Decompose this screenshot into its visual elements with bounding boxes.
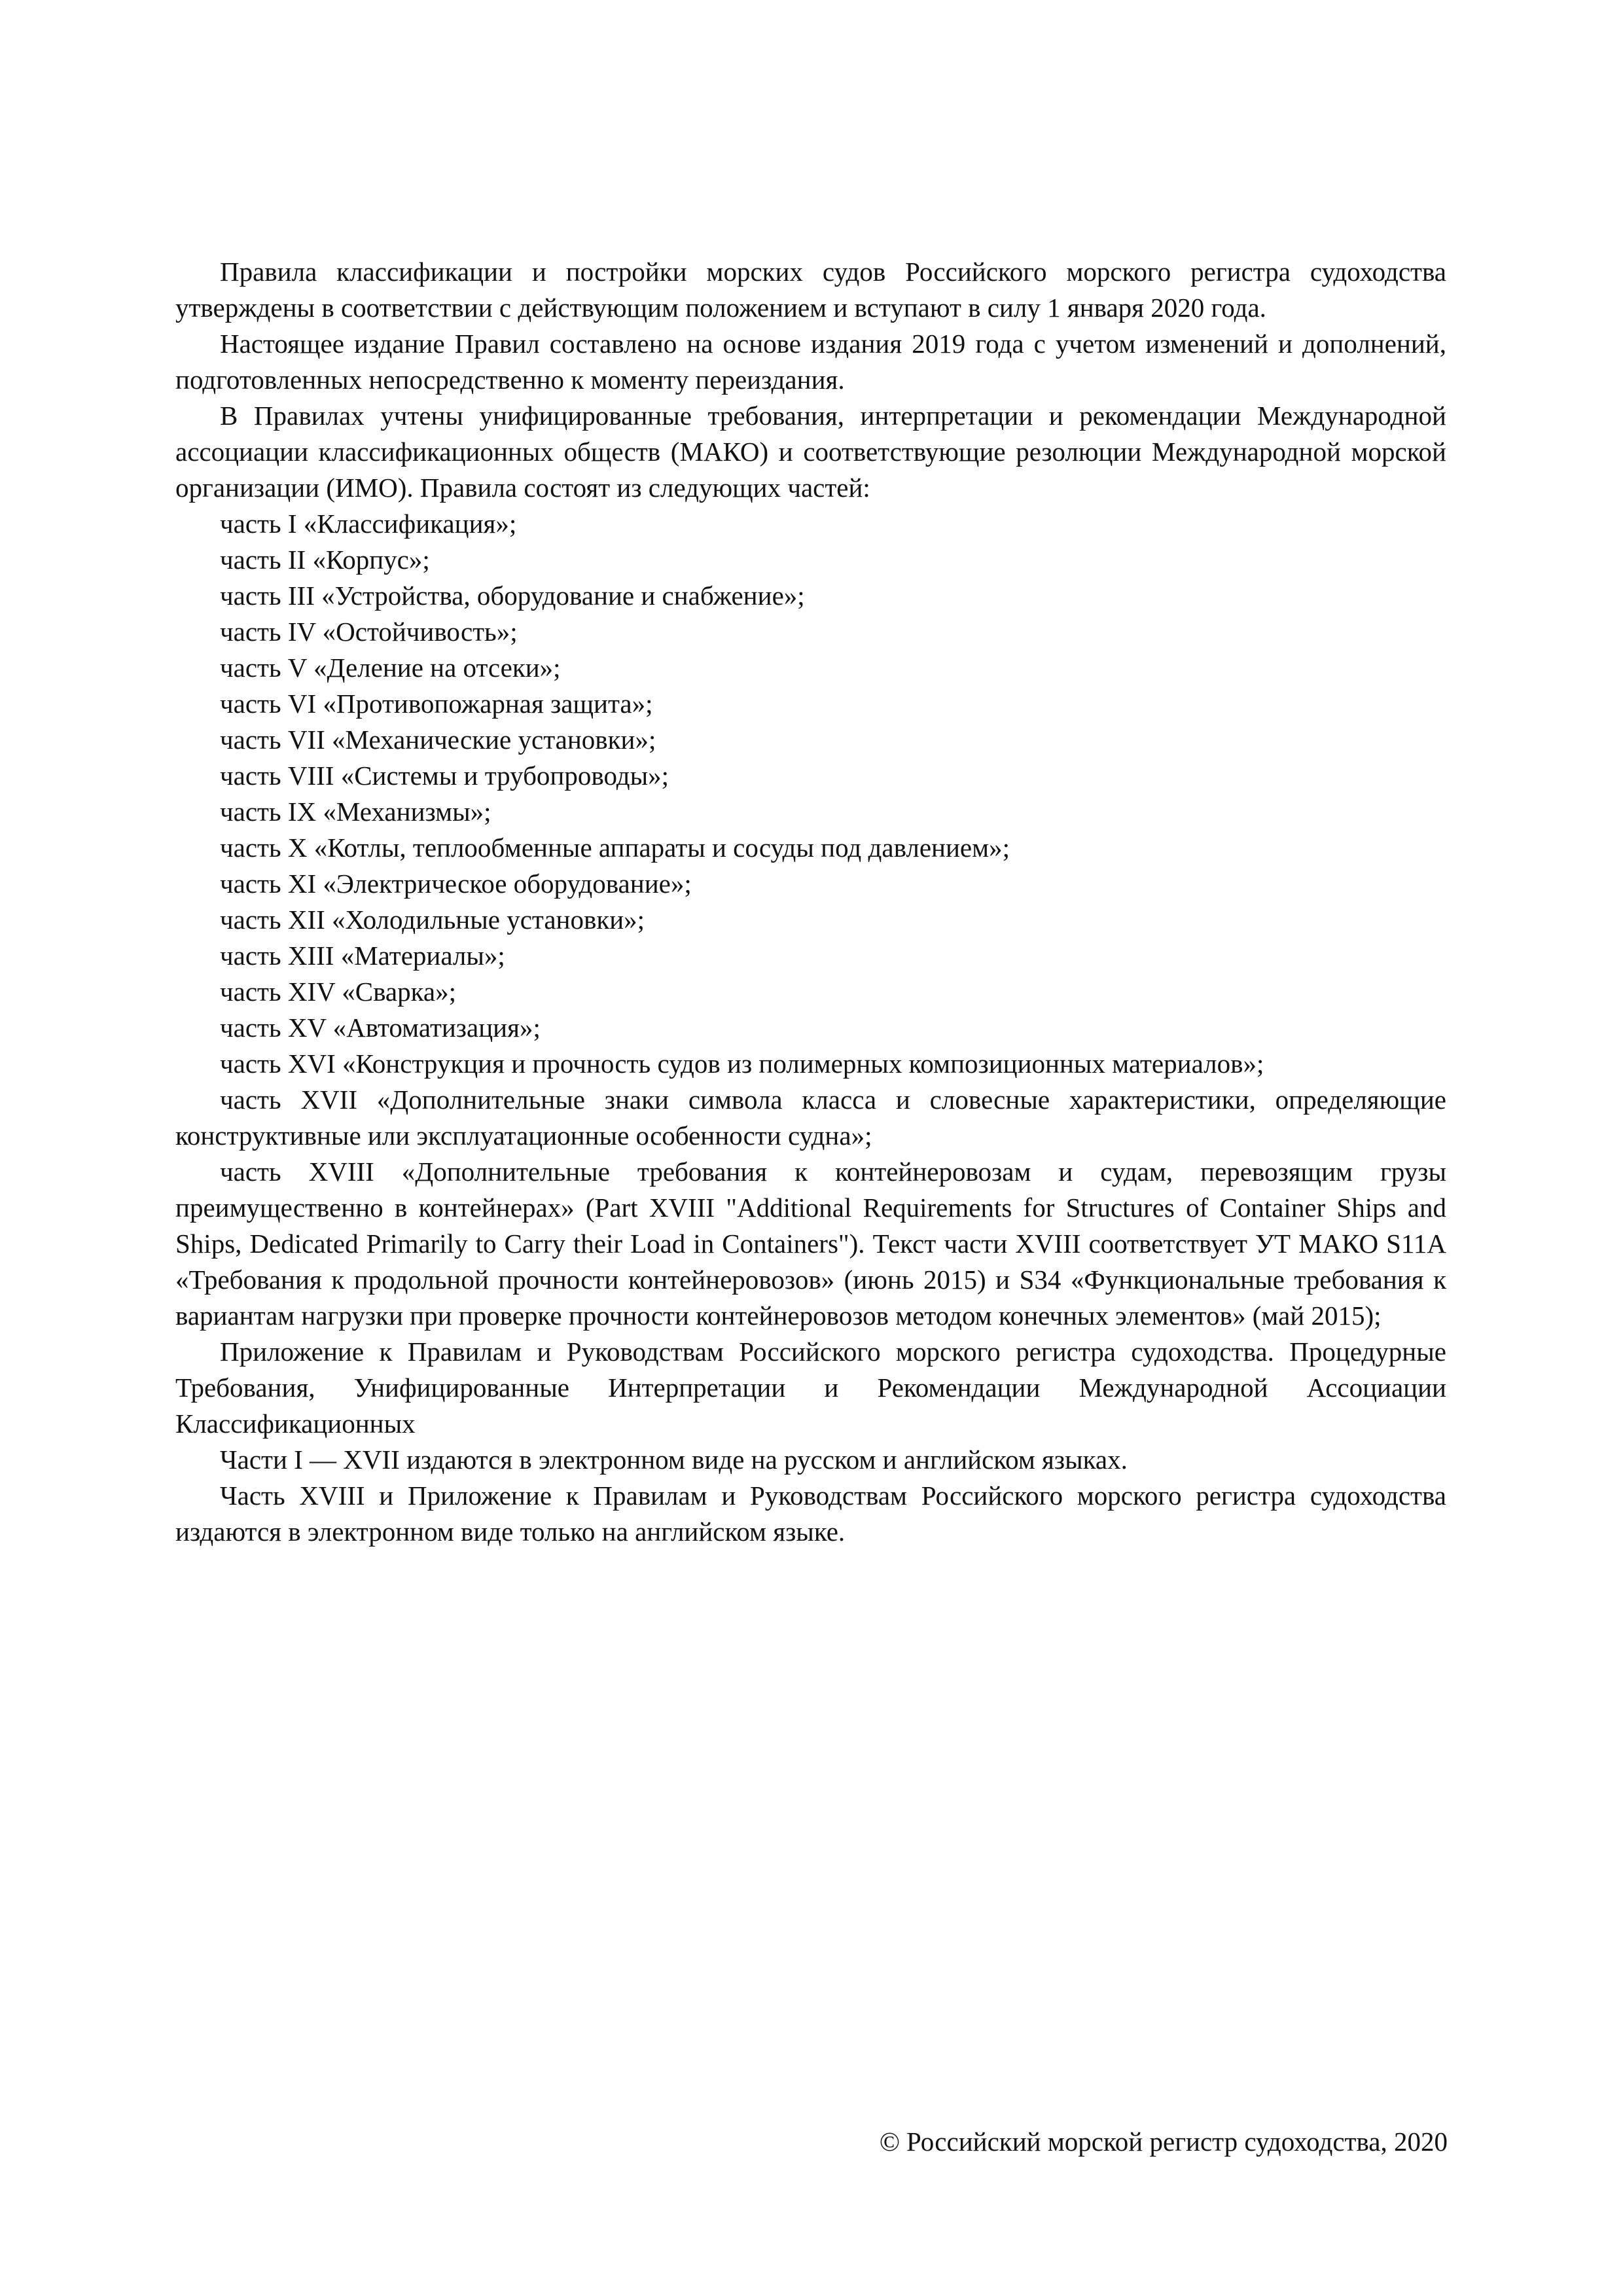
part-item: часть XVIII «Дополнительные требования к контейнеровозам и судам, перевозящим грузы преимущественно в контейнерах» (Part XVIII "Additional Requirements for Structures of Container Ships and Ships, Dedicated Primarily to Carry their Load in Containers"). Текст части XVIII соответствует УТ МАКО S11A «Требования к продольной прочности контейнеровозов» (июнь 2015) и S34 «Функциональные требования к вариантам нагрузки при проверке прочности контейнеровозов методом конечных элементов» (май 2015); xyxy=(175,1157,1446,1331)
part-item: часть II «Корпус»; xyxy=(220,545,430,575)
intro-paragraph-1: Правила классификации и постройки морских судов Российского морского регистра судоходства утверждены в соответствии с действующим положением и вступают в силу 1 января 2020 года. xyxy=(175,257,1446,323)
part-item: часть XII «Холодильные установки»; xyxy=(220,905,645,935)
part-item: часть I «Классификация»; xyxy=(220,509,517,539)
parts-list xyxy=(175,506,1446,1334)
part-item: часть VII «Механические установки»; xyxy=(220,725,656,755)
part-item: часть III «Устройства, оборудование и снабжение»; xyxy=(220,581,805,611)
document-body xyxy=(175,254,1446,1550)
copyright-line xyxy=(880,2124,1448,2160)
part-item: часть IV «Остойчивость»; xyxy=(220,617,518,647)
part-item: часть VIII «Системы и трубопроводы»; xyxy=(220,761,669,791)
part-item: часть VI «Противопожарная защита»; xyxy=(220,689,653,719)
part-item: часть XI «Электрическое оборудование»; xyxy=(220,869,692,899)
copyright-text: Российский морской регистр судоходства, 2020 xyxy=(906,2126,1448,2157)
part-item: часть IX «Механизмы»; xyxy=(220,797,491,827)
part-item: часть V «Деление на отсеки»; xyxy=(220,653,561,683)
part-item: часть XVI «Конструкция и прочность судов из полимерных композиционных материалов»; xyxy=(220,1049,1264,1079)
part-item: часть XVII «Дополнительные знаки символа класса и словесные характеристики, определяющие конструктивные или эксплуатационные особенности судна»; xyxy=(175,1085,1446,1151)
part-item: часть X «Котлы, теплообменные аппараты и сосуды под давлением»; xyxy=(220,833,1010,863)
languages-paragraph-1: Части I — XVII издаются в электронном виде на русском и английском языках. xyxy=(220,1444,1128,1475)
appendix-paragraph: Приложение к Правилам и Руководствам Российского морского регистра судоходства. Процедурные Требования, Унифицированные Интерпретации и Рекомендации Международной Ассоциации Классификационных xyxy=(175,1336,1446,1439)
part-item: часть XIV «Сварка»; xyxy=(220,977,457,1007)
intro-paragraph-2: Настоящее издание Правил составлено на основе издания 2019 года с учетом изменений и дополнений, подготовленных непосредственно к моменту переиздания. xyxy=(175,329,1446,395)
part-item: часть XIII «Материалы»; xyxy=(220,941,505,971)
languages-paragraph-2: Часть XVIII и Приложение к Правилам и Руководствам Российского морского регистра судоходства издаются в электронном виде только на английском языке. xyxy=(175,1480,1446,1547)
copyright-symbol: © xyxy=(879,2126,900,2157)
part-item: часть XV «Автоматизация»; xyxy=(220,1013,541,1043)
intro-paragraph-3: В Правилах учтены унифицированные требования, интерпретации и рекомендации Международной ассоциации классификационных обществ (МАКО) и соответствующие резолюции Международной морской организации (ИМО). Правила состоят из следующих частей: xyxy=(175,401,1446,503)
